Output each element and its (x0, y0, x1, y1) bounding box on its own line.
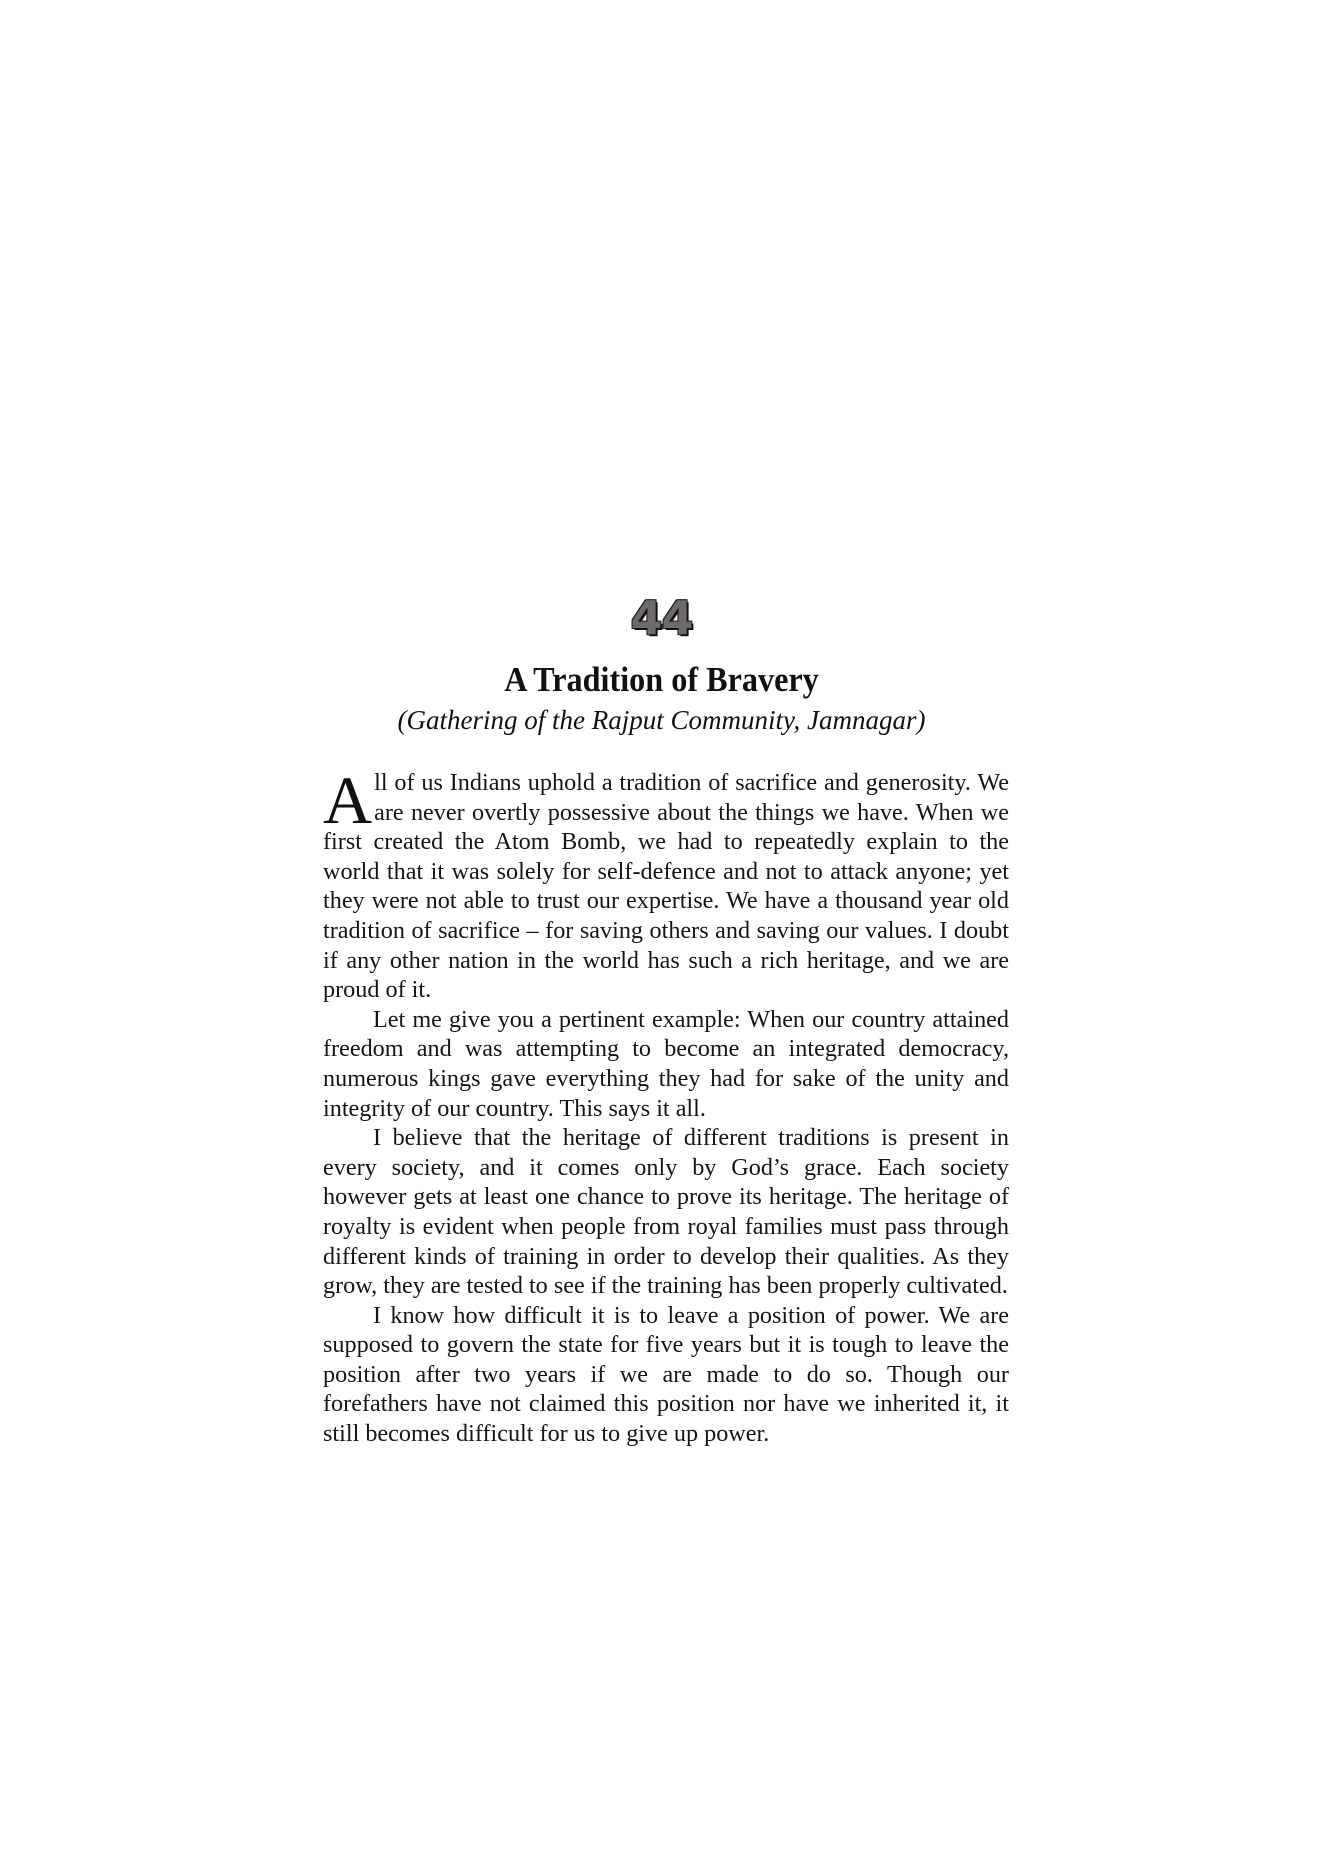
paragraph-1 (323, 762, 1009, 1005)
chapter-title: A Tradition of Bravery (504, 660, 819, 699)
chapter-subtitle: (Gathering of the Rajput Community, Jamnagar) (397, 705, 926, 735)
paragraph-2: Let me give you a pertinent example: When our country attained freedom and was attempting to become an integrated democracy, numerous kings gave everything they had for sake of the unity and integrity of our country. This says it all. (323, 1005, 1009, 1122)
paragraph-4: I know how difficult it is to leave a position of power. We are supposed to govern the state for five years but it is tough to leave the position after two years if we are made to do so. Though our forefathers have not claimed this position nor have we inherited it, it still becomes difficult for us to give up power. (323, 1301, 1009, 1448)
body-text (323, 762, 1009, 1449)
paragraph-1-text: ll of us Indians uphold a tradition of sacrifice and generosity. We are never overtly possessive about the things we have. When we first created the Atom Bomb, we had to repeatedly explain to the world that it was solely for self-defence and not to attack anyone; yet they were not able to trust our expertise. We have a thousand year old tradition of sacrifice – for saving others and saving our values. I doubt if any other nation in the world has such a rich heritage, and we are proud of it. (323, 769, 1009, 1004)
chapter-number: 44 (630, 591, 693, 645)
paragraph-3: I believe that the heritage of different traditions is present in every society, and it comes only by God’s grace. Each society however gets at least one chance to prove its heritage. The heritage of royalty is evident when people from royal families must pass through different kinds of training in order to develop their qualities. As they grow, they are tested to see if the training has been properly cultivated. (323, 1124, 1009, 1300)
drop-cap: A (323, 762, 373, 838)
